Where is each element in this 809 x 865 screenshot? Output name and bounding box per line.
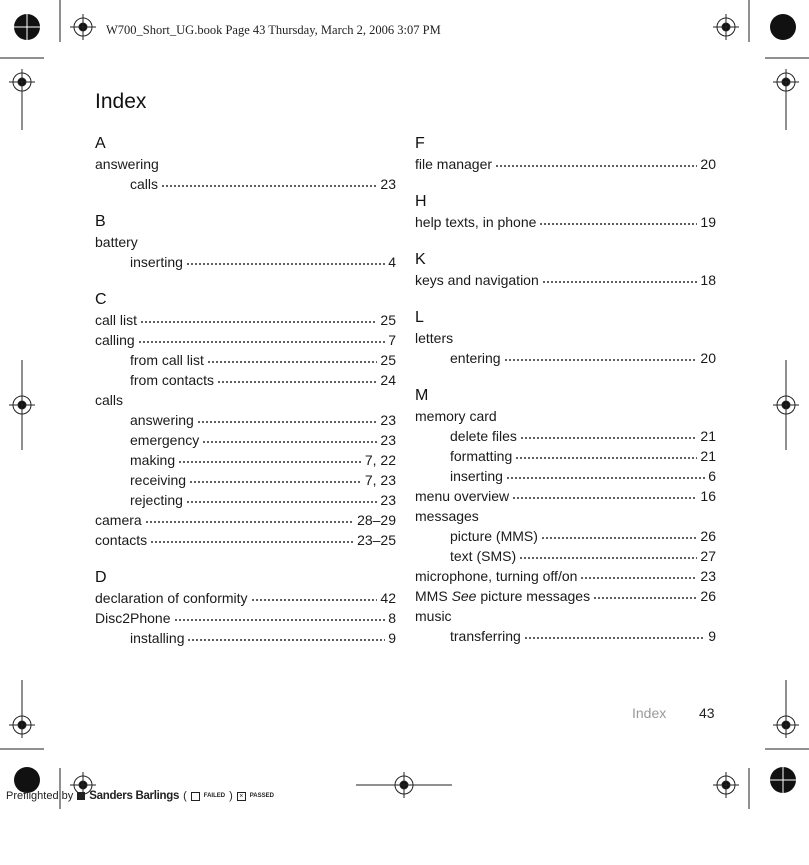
index-subentry (415, 626, 716, 646)
crosshair-icon (773, 712, 799, 738)
entry-page-ref: 6 (708, 468, 716, 484)
entry-term: entering (450, 350, 501, 366)
entry-term: battery (95, 234, 138, 250)
dot-leader (207, 360, 378, 364)
entry-term: call list (95, 312, 138, 328)
dot-leader (251, 598, 378, 602)
crosshair-icon (773, 69, 799, 95)
index-subentry (95, 174, 396, 194)
dot-leader (186, 262, 385, 266)
dot-leader (187, 638, 385, 642)
entry-page-ref: 26 (700, 588, 716, 604)
index-entry (95, 330, 396, 350)
section-letter: D (95, 569, 107, 586)
index-entry (95, 608, 396, 628)
index-column-right (415, 135, 716, 665)
index-subentry (95, 628, 396, 648)
entry-term: memory card (415, 408, 497, 424)
entry-page-ref: 20 (700, 350, 716, 366)
dot-leader (161, 184, 377, 188)
index-column-left (95, 135, 396, 667)
entry-term: answering (95, 156, 159, 172)
dot-leader (541, 536, 698, 540)
dot-leader (174, 618, 386, 622)
entry-page-ref: 24 (380, 372, 396, 388)
index-entry (415, 270, 716, 290)
index-entry (415, 486, 716, 506)
section-letter: L (415, 309, 424, 326)
entry-term: text (SMS) (450, 548, 517, 564)
entry-page-ref: 28–29 (357, 512, 396, 528)
dot-leader (186, 500, 378, 504)
index-section (95, 135, 396, 194)
entry-term: messages (415, 508, 479, 524)
entry-page-ref: 7, 22 (364, 452, 396, 468)
dot-leader (495, 164, 697, 168)
dot-leader (515, 456, 697, 460)
section-letter: C (95, 291, 107, 308)
index-subentry (95, 470, 396, 490)
dot-leader (217, 380, 377, 384)
index-subentry (95, 370, 396, 390)
index-entry (95, 232, 396, 252)
index-subentry (415, 426, 716, 446)
entry-page-ref: 25 (380, 312, 396, 328)
crosshair-icon (713, 772, 739, 798)
index-subentry (415, 348, 716, 368)
entry-term: delete files (450, 428, 517, 444)
entry-page-ref: 23 (380, 412, 396, 428)
entry-term: inserting (130, 254, 183, 270)
index-subentry (95, 430, 396, 450)
dot-leader (150, 540, 354, 544)
failed-checkbox-icon (191, 792, 200, 801)
entry-term: inserting (450, 468, 503, 484)
entry-term: camera (95, 512, 142, 528)
passed-checkbox-icon: × (237, 792, 246, 801)
index-entry (415, 606, 716, 626)
index-section (415, 309, 716, 368)
entry-term: making (130, 452, 176, 468)
entry-page-ref: 26 (700, 528, 716, 544)
index-entry (95, 310, 396, 330)
entry-term: installing (130, 630, 185, 646)
book-slug-line: W700_Short_UG.book Page 43 Thursday, March 2, 2006 3:07 PM (106, 23, 441, 37)
corner-dot-icon (770, 14, 796, 40)
entry-term: menu overview (415, 488, 510, 504)
index-section (415, 387, 716, 646)
section-letter: K (415, 251, 426, 268)
index-section (415, 135, 716, 174)
index-subentry (415, 446, 716, 466)
entry-page-ref: 42 (380, 590, 396, 606)
preflight-stamp: Preflighted by Sanders Barlings ( FAILED ) × PASSED (6, 790, 274, 802)
dot-leader (138, 340, 386, 344)
entry-term: calls (130, 176, 159, 192)
entry-page-ref: 27 (700, 548, 716, 564)
index-subentry (95, 252, 396, 272)
index-section (415, 251, 716, 290)
crosshair-icon (391, 772, 417, 798)
index-section (415, 193, 716, 232)
dot-leader (520, 436, 697, 440)
entry-page-ref: 7 (388, 332, 396, 348)
dot-leader (524, 636, 705, 640)
section-letter: H (415, 193, 427, 210)
dot-leader (512, 496, 697, 500)
entry-term: file manager (415, 156, 493, 172)
entry-term: keys and navigation (415, 272, 539, 288)
page-title: Index (95, 90, 147, 113)
preflight-label: Preflighted by (6, 790, 74, 802)
footer-section-name: Index (632, 705, 667, 721)
section-letter: B (95, 213, 106, 230)
entry-term: letters (415, 330, 454, 346)
entry-page-ref: 23 (380, 176, 396, 192)
index-entry (95, 390, 396, 410)
dot-leader (140, 320, 377, 324)
index-section (95, 569, 396, 648)
entry-page-ref: 23 (700, 568, 716, 584)
crosshair-icon (9, 392, 35, 418)
entry-page-ref: 9 (388, 630, 396, 646)
index-entry (415, 154, 716, 174)
index-subentry (95, 450, 396, 470)
index-entry (95, 530, 396, 550)
entry-term: picture (MMS) (450, 528, 538, 544)
entry-page-ref: 23 (380, 432, 396, 448)
index-entry (415, 566, 716, 586)
dot-leader (202, 440, 377, 444)
entry-page-ref: 25 (380, 352, 396, 368)
entry-term: from call list (130, 352, 204, 368)
entry-term: receiving (130, 472, 187, 488)
index-section (95, 291, 396, 550)
dot-leader (189, 480, 362, 484)
crosshair-icon (773, 392, 799, 418)
passed-label: PASSED (249, 793, 274, 799)
entry-term: formatting (450, 448, 513, 464)
dot-leader (542, 280, 698, 284)
page-number: 43 (699, 705, 715, 721)
index-entry (415, 506, 716, 526)
index-entry (95, 510, 396, 530)
entry-term: music (415, 608, 452, 624)
brand-logo-icon (77, 792, 85, 800)
crosshair-icon (9, 712, 35, 738)
entry-term: declaration of conformity (95, 590, 248, 606)
index-entry (415, 406, 716, 426)
entry-page-ref: 20 (700, 156, 716, 172)
dot-leader (519, 556, 697, 560)
entry-page-ref: 16 (700, 488, 716, 504)
preflight-brand: Sanders Barlings (89, 790, 180, 802)
entry-page-ref: 4 (388, 254, 396, 270)
section-letter: A (95, 135, 106, 152)
entry-page-ref: 18 (700, 272, 716, 288)
entry-term: emergency (130, 432, 200, 448)
entry-term: microphone, turning off/on (415, 568, 578, 584)
entry-page-ref: 19 (700, 214, 716, 230)
index-subentry (95, 410, 396, 430)
entry-page-ref: 8 (388, 610, 396, 626)
index-subentry (415, 526, 716, 546)
entry-page-ref: 23–25 (357, 532, 396, 548)
entry-term: contacts (95, 532, 148, 548)
dot-leader (145, 520, 354, 524)
entry-page-ref: 9 (708, 628, 716, 644)
crosshair-icon (70, 14, 96, 40)
index-section (95, 213, 396, 272)
entry-term: help texts, in phone (415, 214, 537, 230)
index-entry (415, 586, 716, 606)
entry-term: transferring (450, 628, 521, 644)
entry-page-ref: 21 (700, 428, 716, 444)
entry-page-ref: 7, 23 (364, 472, 396, 488)
see-reference: See (451, 588, 477, 604)
entry-term: from contacts (130, 372, 215, 388)
dot-leader (593, 596, 697, 600)
index-entry (415, 328, 716, 348)
index-subentry (95, 490, 396, 510)
entry-term: Disc2Phone (95, 610, 171, 626)
entry-page-ref: 23 (380, 492, 396, 508)
index-entry (95, 154, 396, 174)
entry-term: calling (95, 332, 135, 348)
index-subentry (95, 350, 396, 370)
dot-leader (539, 222, 697, 226)
section-letter: M (415, 387, 429, 404)
dot-leader (178, 460, 362, 464)
failed-label: FAILED (203, 793, 226, 799)
dot-leader (197, 420, 378, 424)
dot-leader (506, 476, 705, 480)
crosshair-icon (9, 69, 35, 95)
section-letter: F (415, 135, 425, 152)
entry-term: MMS See picture messages (415, 588, 591, 604)
entry-term: rejecting (130, 492, 183, 508)
dot-leader (580, 576, 697, 580)
index-entry (95, 588, 396, 608)
entry-page-ref: 21 (700, 448, 716, 464)
crosshair-icon (713, 14, 739, 40)
entry-term: answering (130, 412, 194, 428)
index-subentry (415, 466, 716, 486)
index-subentry (415, 546, 716, 566)
index-entry (415, 212, 716, 232)
entry-term: calls (95, 392, 124, 408)
dot-leader (504, 358, 698, 362)
